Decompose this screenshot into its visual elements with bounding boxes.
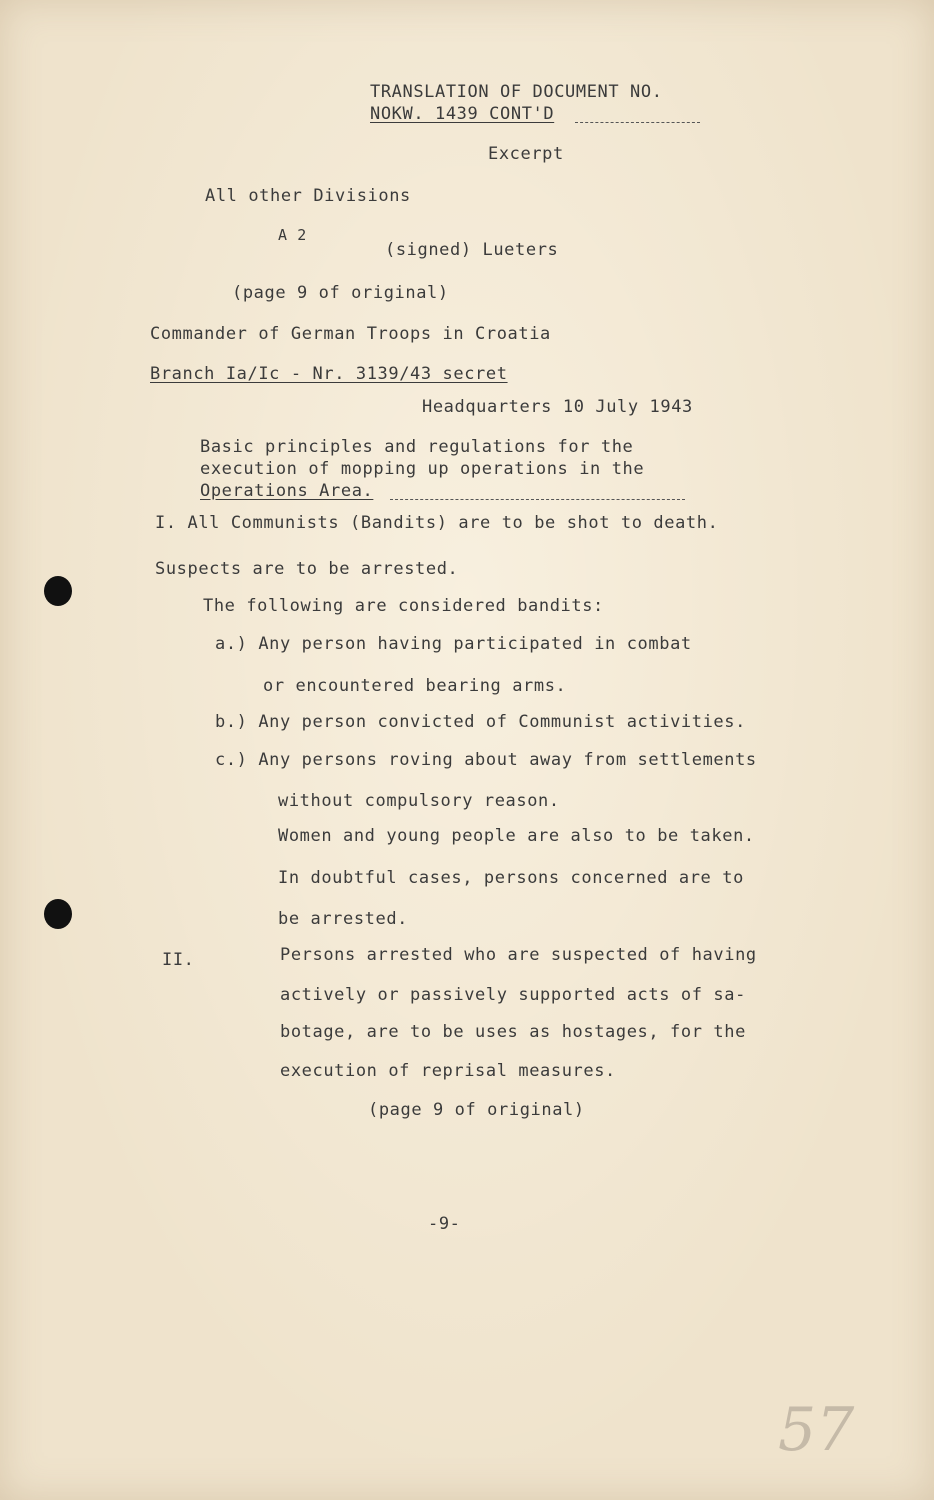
headquarters-date: Headquarters 10 July 1943 bbox=[422, 397, 693, 417]
subject-dashed-rule bbox=[390, 499, 685, 500]
copy-reference: A 2 bbox=[278, 226, 307, 244]
section2-numeral: II. bbox=[162, 950, 195, 970]
item-c-line4: In doubtful cases, persons concerned are to bbox=[278, 868, 744, 888]
document-title-line2: NOKW. 1439 CONT'D bbox=[370, 104, 555, 124]
section2-line1: Persons arrested who are suspected of having bbox=[280, 945, 757, 965]
distribution-line: All other Divisions bbox=[205, 186, 411, 206]
section1-intro: The following are considered bandits: bbox=[203, 596, 604, 616]
subject-line3: Operations Area. bbox=[200, 481, 374, 501]
item-c-line2: without compulsory reason. bbox=[278, 791, 560, 811]
pencil-page-mark: 57 bbox=[778, 1395, 855, 1465]
commander-line: Commander of German Troops in Croatia bbox=[150, 324, 551, 344]
item-c-line3: Women and young people are also to be taken. bbox=[278, 826, 755, 846]
punch-hole-lower bbox=[44, 899, 72, 929]
page-reference-top: (page 9 of original) bbox=[232, 283, 449, 303]
page-reference-bottom: (page 9 of original) bbox=[368, 1100, 585, 1120]
item-a-line2: or encountered bearing arms. bbox=[263, 676, 567, 696]
document-title-line1: TRANSLATION OF DOCUMENT NO. bbox=[370, 82, 663, 102]
signature-line: (signed) Lueters bbox=[385, 240, 559, 260]
branch-line: Branch Ia/Ic - Nr. 3139/43 secret bbox=[150, 364, 508, 384]
subject-line1: Basic principles and regulations for the bbox=[200, 437, 634, 457]
punch-hole-upper bbox=[44, 576, 72, 606]
excerpt-label: Excerpt bbox=[488, 144, 564, 164]
title-dashed-rule bbox=[575, 122, 700, 123]
subject-line2: execution of mopping up operations in the bbox=[200, 459, 645, 479]
section1-line2: Suspects are to be arrested. bbox=[155, 559, 459, 579]
item-b-line: b.) Any person convicted of Communist activities. bbox=[215, 712, 746, 732]
item-a-line1: a.) Any person having participated in combat bbox=[215, 634, 692, 654]
item-c-line5: be arrested. bbox=[278, 909, 409, 929]
item-c-line1: c.) Any persons roving about away from settlements bbox=[215, 750, 757, 770]
section2-line2: actively or passively supported acts of sa- bbox=[280, 985, 746, 1005]
section2-line4: execution of reprisal measures. bbox=[280, 1061, 616, 1081]
section1-line1: I. All Communists (Bandits) are to be shot to death. bbox=[155, 513, 719, 533]
section2-line3: botage, are to be uses as hostages, for the bbox=[280, 1022, 746, 1042]
page-number: -9- bbox=[428, 1214, 461, 1234]
